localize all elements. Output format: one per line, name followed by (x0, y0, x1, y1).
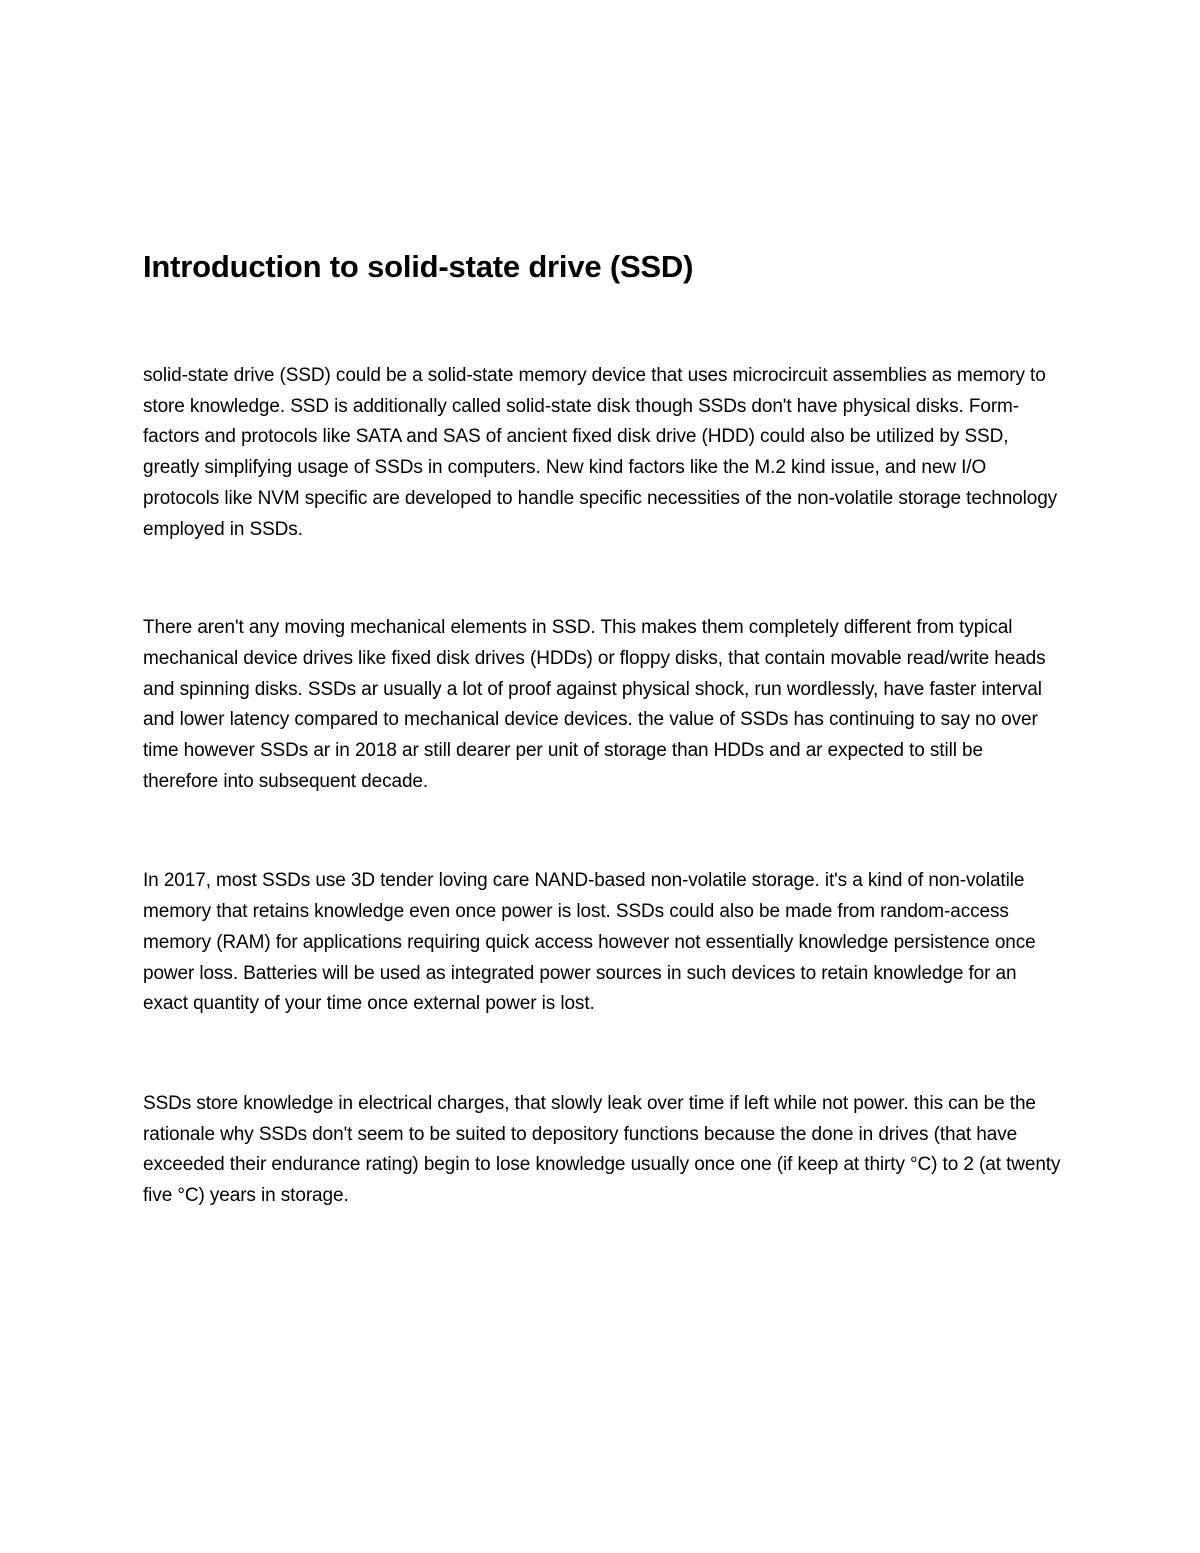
document-body (143, 248, 1063, 1212)
paragraph-data-retention: SSDs store knowledge in electrical charges, that slowly leak over time if left while not power. this can be the rationale why SSDs don't seem to be suited to depository functions because the done in drives (that have exceeded their endurance rating) begin to lose knowledge usually once one (if keep at thirty °C) to 2 (at twenty five °C) years in storage. (143, 1092, 1061, 1207)
paragraph-nand-storage: In 2017, most SSDs use 3D tender loving care NAND-based non-volatile storage. it's a kind of non-volatile memory that retains knowledge even once power is lost. SSDs could also be made from random-access memory (RAM) for applications requiring quick access however not essentially knowledge persistence once power loss. Batteries will be used as integrated power sources in such devices to retain knowledge for an exact quantity of your time once external power is lost. (143, 870, 1036, 1015)
paragraph-ssd-definition: solid-state drive (SSD) could be a solid-state memory device that uses microcircuit assemblies as memory to store knowledge. SSD is additionally called solid-state disk though SSDs don't have physical disks. Form-factors and protocols like SATA and SAS of ancient fixed disk drive (HDD) could also be utilized by SSD, greatly simplifying usage of SSDs in computers. New kind factors like the M.2 kind issue, and new I/O protocols like NVM specific are developed to handle specific necessities of the non-volatile storage technology employed in SSDs. (143, 365, 1058, 540)
paragraph-no-moving-parts: There aren't any moving mechanical elements in SSD. This makes them completely different from typical mechanical device drives like fixed disk drives (HDDs) or floppy disks, that contain movable read/write heads and spinning disks. SSDs ar usually a lot of proof against physical shock, run wordlessly, have faster interval and lower latency compared to mechanical device devices. the value of SSDs has continuing to say no over time however SSDs ar in 2018 ar still dearer per unit of storage than HDDs and ar expected to still be therefore into subsequent decade. (143, 617, 1046, 792)
document-title: Introduction to solid-state drive (SSD) (143, 249, 694, 284)
